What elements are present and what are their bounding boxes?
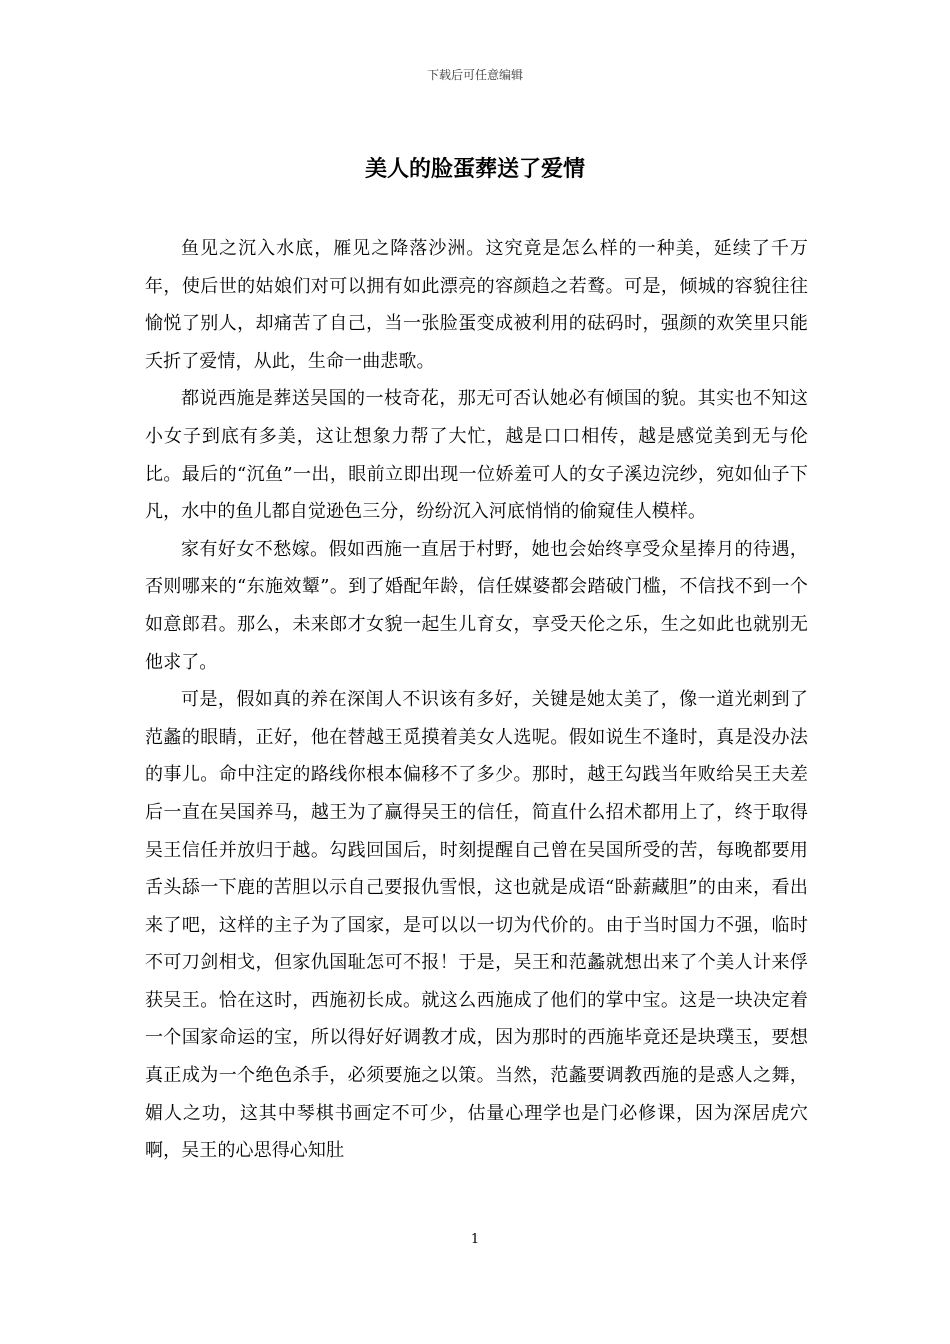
paragraph-2: 都说西施是葬送吴国的一枝奇花，那无可否认她必有倾国的貌。其实也不知这小女子到底有多美，这让想象力帮了大忙，越是口口相传，越是感觉美到无与伦比。最后的“沉鱼”一出，眼前立即出现一位娇羞可人的女子溪边浣纱，宛如仙子下凡，水中的鱼儿都自觉逊色三分，纷纷沉入河底悄悄的偷窥佳人模样。	[145, 388, 808, 523]
page-number: 1	[470, 1232, 480, 1247]
article-title: 美人的脸蛋葬送了爱情	[364, 157, 585, 182]
header-note: 下载后可任意编辑	[426, 68, 523, 82]
paragraph-4: 可是，假如真的养在深闺人不识该有多好，关键是她太美了，像一道光刺到了范蠡的眼睛，正好，他在替越王觅摸着美女人选呢。假如说生不逢时，真是没办法的事儿。命中注定的路线你根本偏移不了多少。那时，越王勾践当年败给吴王夫差后一直在吴国养马，越王为了赢得吴王的信任，简直什么招术都用上了，终于取得吴王信任并放归于越。勾践回国后，时刻提醒自己曾在吴国所受的苦，每晚都要用舌头舔一下鹿的苦胆以示自己要报仇雪恨，这也就是成语“卧薪藏胆”的由来，看出来了吧，这样的主子为了国家，是可以以一切为代价的。由于当时国力不强，临时不可刀剑相戈，但家仇国耻怎可不报！于是，吴王和范蠡就想出来了个美人计来俘获吴王。恰在这时，西施初长成。就这么西施成了他们的掌中宝。这是一块决定着一个国家命运的宝，所以得好好调教才成，因为那时的西施毕竟还是块璞玉，要想真正成为一个绝色杀手，必须要施之以策。当然，范蠡要调教西施的是惑人之舞，媚人之功，这其中琴棋书画定不可少，估量心理学也是门必修课，因为深居虎穴啊，吴王的心思得心知肚	[145, 689, 808, 1162]
article-body	[145, 230, 808, 1170]
paragraph-1: 鱼见之沉入水底，雁见之降落沙洲。这究竟是怎么样的一种美，延续了千万年，使后世的姑娘们对可以拥有如此漂亮的容颜趋之若鹜。可是，倾城的容貌往往愉悦了别人，却痛苦了自己，当一张脸蛋变成被利用的砝码时，强颜的欢笑里只能夭折了爱情，从此，生命一曲悲歌。	[145, 238, 808, 372]
paragraph-3: 家有好女不愁嫁。假如西施一直居于村野，她也会始终享受众星捧月的待遇，否则哪来的“东施效颦”。到了婚配年龄，信任媒婆都会踏破门槛，不信找不到一个如意郎君。那么，未来郎才女貌一起生儿育女，享受天伦之乐，生之如此也就别无他求了。	[145, 538, 808, 673]
